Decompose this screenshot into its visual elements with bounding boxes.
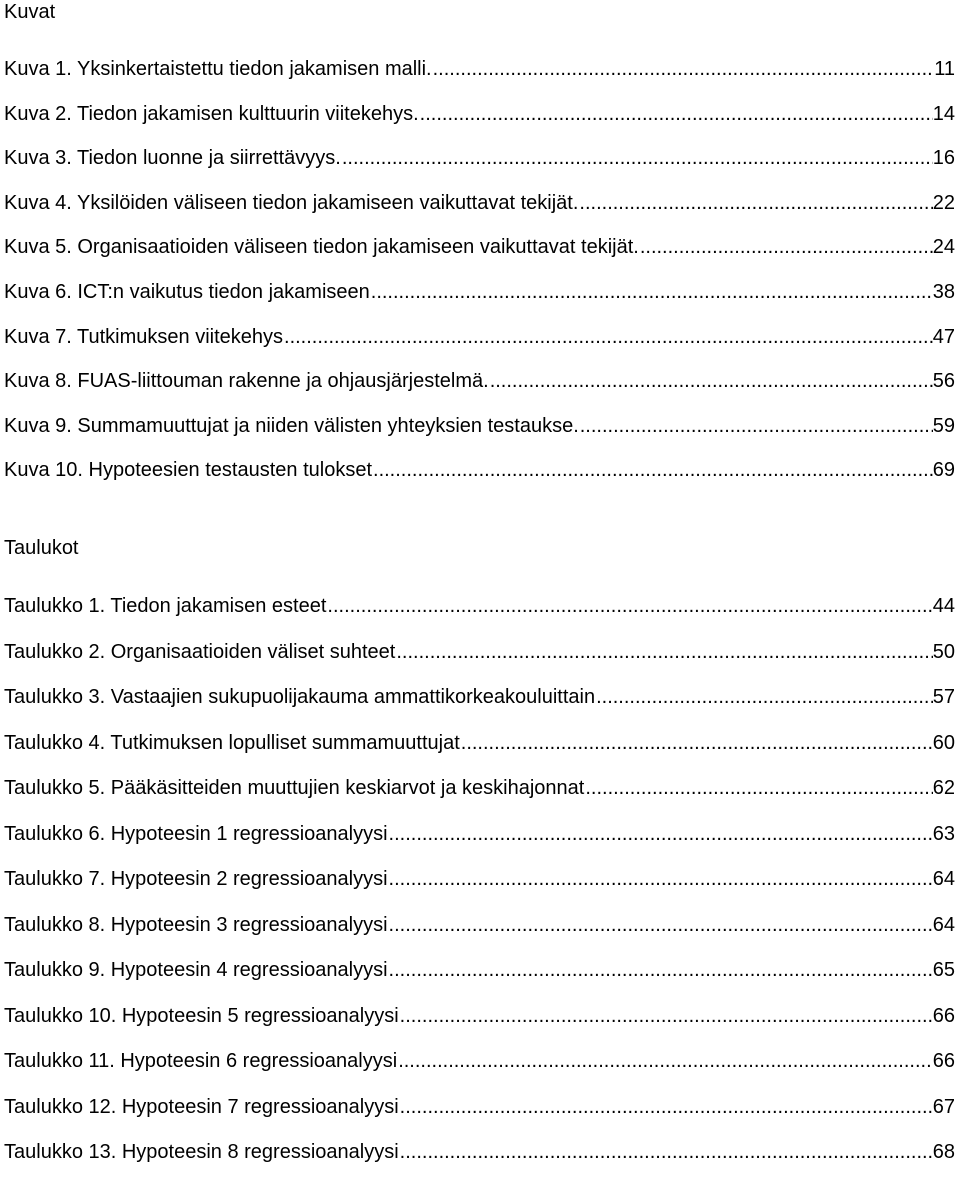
- entry-label: Kuva 4. Yksilöiden väliseen tiedon jakamiseen vaikuttavat tekijät.: [4, 191, 579, 214]
- leader-dots: [388, 867, 933, 891]
- leader-dots: [419, 102, 933, 126]
- figure-entry-2[interactable]: [4, 102, 955, 147]
- entry-page-number: 65: [932, 959, 955, 981]
- entry-label: Taulukko 12. Hypoteesin 7 regressioanalyysi: [4, 1095, 399, 1118]
- entry-page-number: 68: [932, 1141, 955, 1163]
- entry-label: Kuva 1. Yksinkertaistettu tiedon jakamisen malli.: [4, 58, 432, 80]
- entry-page-number: 62: [932, 777, 955, 799]
- table-entry-8[interactable]: [4, 913, 955, 959]
- figure-entry-9[interactable]: [4, 414, 955, 459]
- figure-entry-1[interactable]: [4, 57, 955, 102]
- entry-page-number: 64: [932, 913, 955, 936]
- leader-dots: [341, 146, 933, 170]
- tables-list: [4, 594, 955, 1186]
- entry-label: Kuva 8. FUAS-liittouman rakenne ja ohjausjärjestelmä.: [4, 370, 489, 393]
- leader-dots: [579, 414, 933, 438]
- entry-label: Kuva 9. Summamuuttujat ja niiden välisten yhteyksien testaukse.: [4, 414, 579, 437]
- entry-page-number: 69: [932, 459, 955, 482]
- entry-label: Taulukko 13. Hypoteesin 8 regressioanalyysi: [4, 1141, 399, 1163]
- entry-label: Taulukko 10. Hypoteesin 5 regressioanalyysi: [4, 1004, 399, 1027]
- entry-page-number: 60: [932, 731, 955, 754]
- table-entry-10[interactable]: [4, 1004, 955, 1050]
- leader-dots: [388, 913, 933, 937]
- leader-dots: [372, 458, 933, 482]
- figure-entry-6[interactable]: [4, 280, 955, 325]
- entry-page-number: 66: [932, 1050, 955, 1072]
- leader-dots: [283, 325, 933, 349]
- table-entry-9[interactable]: [4, 958, 955, 1004]
- leader-dots: [388, 822, 933, 846]
- table-entry-3[interactable]: [4, 685, 955, 731]
- entry-label: Taulukko 5. Pääkäsitteiden muuttujien keskiarvot ja keskihajonnat: [4, 777, 585, 799]
- entry-label: Taulukko 4. Tutkimuksen lopulliset summamuuttujat: [4, 731, 460, 754]
- entry-page-number: 44: [932, 595, 955, 617]
- figure-entry-7[interactable]: [4, 325, 955, 370]
- entry-page-number: 47: [932, 325, 955, 348]
- entry-label: Kuva 6. ICT:n vaikutus tiedon jakamiseen: [4, 280, 370, 303]
- entry-page-number: 16: [932, 147, 955, 170]
- entry-label: Taulukko 8. Hypoteesin 3 regressioanalyysi: [4, 913, 388, 936]
- figures-list: [4, 57, 955, 503]
- entry-label: Kuva 7. Tutkimuksen viitekehys: [4, 325, 284, 348]
- leader-dots: [595, 685, 933, 709]
- entry-label: Taulukko 1. Tiedon jakamisen esteet: [4, 595, 327, 617]
- tables-heading: Taulukot: [4, 537, 79, 559]
- entry-page-number: 14: [932, 102, 955, 125]
- entry-page-number: 50: [932, 640, 955, 663]
- entry-page-number: 64: [932, 868, 955, 890]
- leader-dots: [432, 57, 935, 81]
- figures-heading: Kuvat: [4, 1, 56, 23]
- leader-dots: [639, 235, 933, 259]
- entry-page-number: 59: [932, 414, 955, 437]
- entry-label: Kuva 3. Tiedon luonne ja siirrettävyys.: [4, 147, 341, 170]
- figure-entry-8[interactable]: [4, 369, 955, 414]
- entry-page-number: 63: [932, 822, 955, 845]
- table-entry-1[interactable]: [4, 594, 955, 640]
- leader-dots: [399, 1140, 933, 1164]
- figure-entry-4[interactable]: [4, 191, 955, 236]
- leader-dots: [388, 958, 933, 982]
- leader-dots: [399, 1004, 933, 1028]
- entry-label: Taulukko 7. Hypoteesin 2 regressioanalyysi: [4, 868, 388, 890]
- entry-page-number: 22: [932, 191, 955, 214]
- leader-dots: [326, 594, 932, 618]
- entry-label: Taulukko 2. Organisaatioiden väliset suhteet: [4, 640, 396, 663]
- entry-page-number: 38: [932, 280, 955, 303]
- table-entry-6[interactable]: [4, 822, 955, 868]
- leader-dots: [489, 369, 933, 393]
- entry-label: Taulukko 9. Hypoteesin 4 regressioanalyysi: [4, 959, 388, 981]
- leader-dots: [578, 191, 932, 215]
- entry-label: Taulukko 6. Hypoteesin 1 regressioanalyysi: [4, 822, 388, 845]
- entry-page-number: 24: [932, 236, 955, 259]
- table-entry-11[interactable]: [4, 1049, 955, 1095]
- entry-label: Taulukko 11. Hypoteesin 6 regressioanalyysi: [4, 1050, 398, 1072]
- entry-page-number: 56: [932, 370, 955, 393]
- table-entry-7[interactable]: [4, 867, 955, 913]
- entry-label: Kuva 5. Organisaatioiden väliseen tiedon jakamiseen vaikuttavat tekijät.: [4, 236, 639, 259]
- table-entry-4[interactable]: [4, 731, 955, 777]
- leader-dots: [395, 640, 932, 664]
- entry-label: Kuva 10. Hypoteesien testausten tulokset: [4, 459, 373, 482]
- leader-dots: [399, 1095, 933, 1119]
- table-entry-13[interactable]: [4, 1140, 955, 1186]
- table-entry-2[interactable]: [4, 640, 955, 686]
- table-entry-12[interactable]: [4, 1095, 955, 1141]
- leader-dots: [584, 776, 932, 800]
- figure-entry-10[interactable]: [4, 458, 955, 503]
- figure-entry-5[interactable]: [4, 235, 955, 280]
- entry-label: Kuva 2. Tiedon jakamisen kulttuurin viitekehys.: [4, 102, 419, 125]
- entry-label: Taulukko 3. Vastaajien sukupuolijakauma ammattikorkeakouluittain: [4, 686, 596, 708]
- entry-page-number: 67: [932, 1095, 955, 1118]
- entry-page-number: 57: [932, 686, 955, 708]
- figure-entry-3[interactable]: [4, 146, 955, 191]
- leader-dots: [460, 731, 933, 755]
- entry-page-number: 66: [932, 1004, 955, 1027]
- leader-dots: [397, 1049, 933, 1073]
- leader-dots: [370, 280, 933, 304]
- entry-page-number: 11: [934, 58, 955, 80]
- table-entry-5[interactable]: [4, 776, 955, 822]
